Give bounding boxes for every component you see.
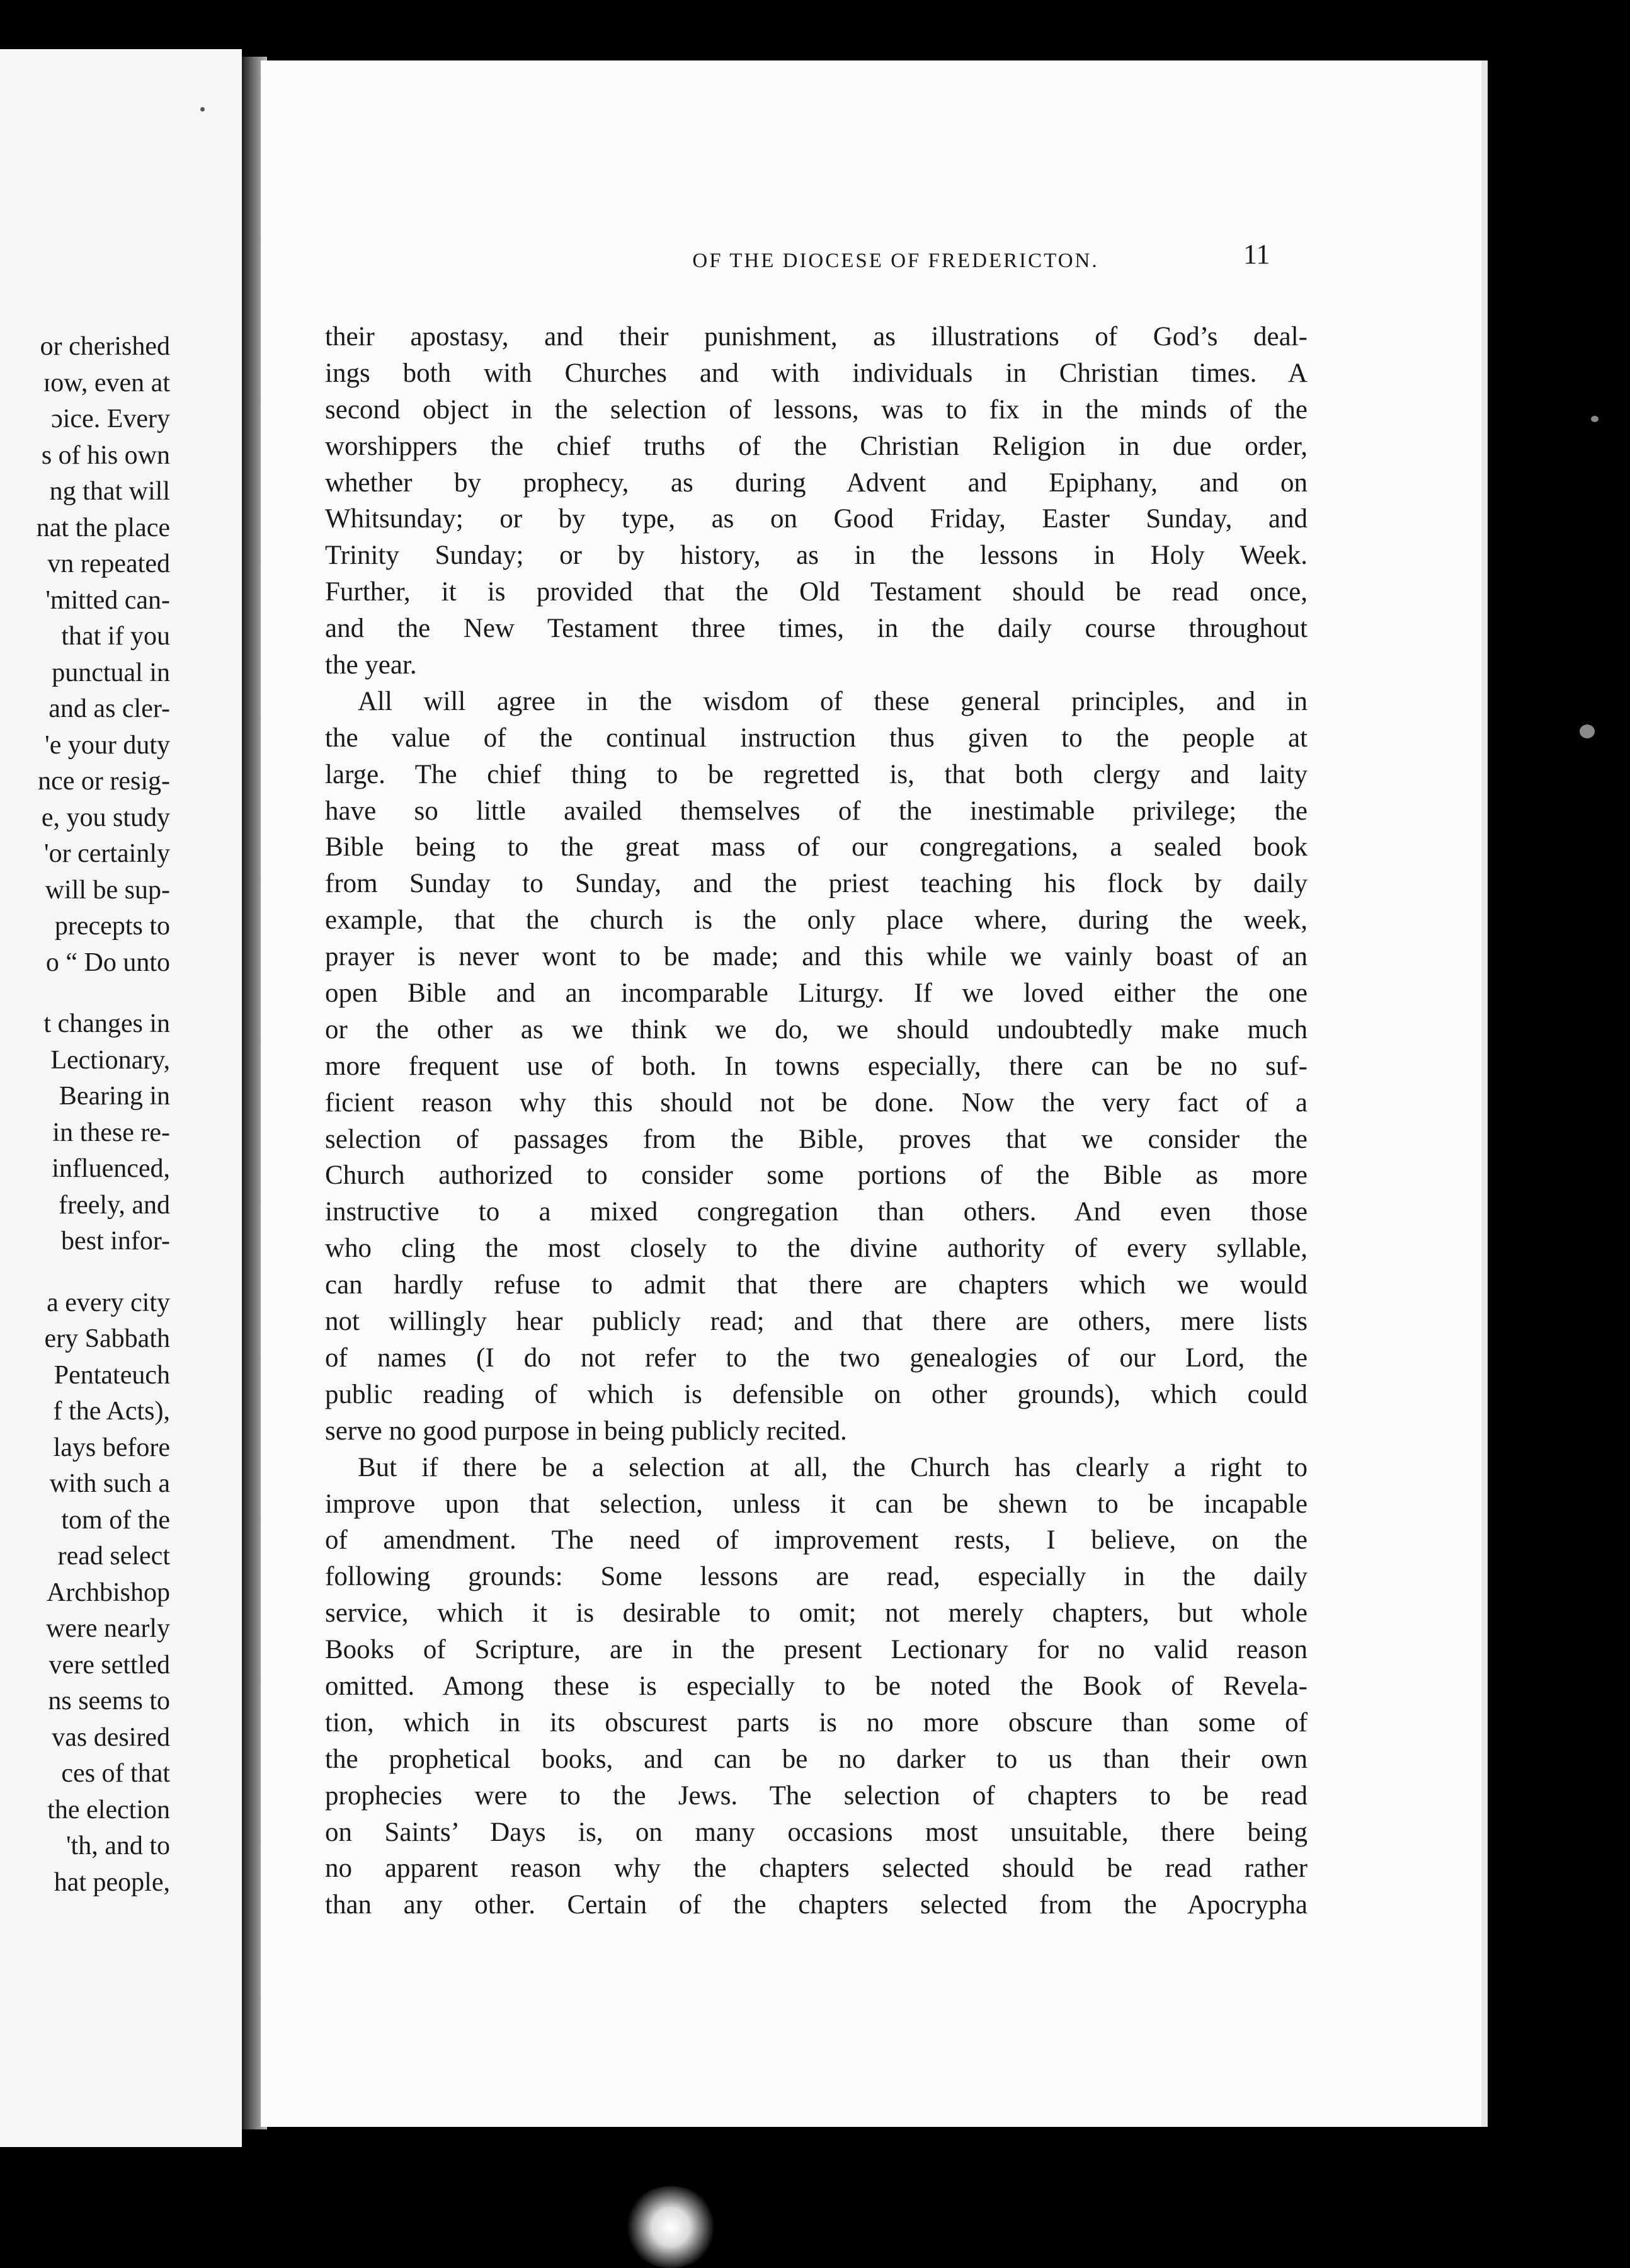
text-line: their apostasy, and their punishment, as illustrations of God’s deal- (325, 322, 1308, 352)
dust-speck (200, 107, 205, 112)
left-page-line: precepts to (54, 912, 170, 941)
left-page-line (37, 1260, 170, 1285)
left-page-line: ɪow, even at (43, 368, 170, 398)
text-line: instructive to a mixed congregation than others. And even those (325, 1197, 1308, 1227)
text-line: on Saints’ Days is, on many occasions most unsuitable, there being (325, 1817, 1308, 1847)
left-page (0, 49, 242, 2147)
text-line: and the New Testament three times, in the daily course throughout (325, 614, 1308, 644)
left-page-line: f the Acts), (53, 1397, 170, 1426)
text-line: of names (I do not refer to the two genealogies of our Lord, the (325, 1343, 1308, 1373)
text-line: prophecies were to the Jews. The selection of chapters to be read (325, 1780, 1308, 1811)
left-page-line: freely, and (59, 1190, 170, 1220)
text-line: service, which it is desirable to omit; not merely chapters, but whole (325, 1598, 1308, 1629)
text-line: no apparent reason why the chapters selected should be read rather (325, 1853, 1308, 1884)
text-line: more frequent use of both. In towns especially, there can be no suf- (325, 1051, 1308, 1081)
left-page-line: Lectionary, (50, 1045, 170, 1075)
text-line: second object in the selection of lessons, was to fix in the minds of the (325, 394, 1308, 425)
running-head: OF THE DIOCESE OF FREDERICTON. (692, 249, 1099, 272)
left-page-line: o “ Do unto (45, 948, 170, 977)
text-line: can hardly refuse to admit that there are chapters which we would (325, 1270, 1308, 1300)
text-line: Books of Scripture, are in the present Lectionary for no valid reason (325, 1635, 1308, 1665)
text-line: ings both with Churches and with individuals in Christian times. A (325, 358, 1308, 388)
text-line: large. The chief thing to be regretted is, that both clergy and laity (325, 759, 1308, 789)
left-page-line: nce or resig- (38, 767, 170, 796)
left-page-line: nat the place (36, 513, 170, 542)
left-page-line: that if you (61, 622, 170, 651)
left-page-line: or cherished (40, 332, 170, 361)
text-line: the value of the continual instruction thus given to the people at (325, 723, 1308, 753)
page-number: 11 (1243, 239, 1270, 270)
left-page-line: ɔice. Every (51, 404, 170, 433)
dust-speck (1580, 724, 1595, 738)
text-line: the prophetical books, and can be no darker to us than their own (325, 1744, 1308, 1774)
text-line: All will agree in the wisdom of these general principles, and in (358, 686, 1308, 716)
text-line: Church authorized to consider some portions of the Bible as more (325, 1160, 1308, 1191)
right-page (261, 60, 1488, 2127)
text-line: open Bible and an incomparable Liturgy. If we loved either the one (325, 978, 1308, 1009)
text-line: than any other. Certain of the chapters selected from the Apocrypha (325, 1890, 1308, 1920)
left-page-line: 'mitted can- (45, 585, 170, 615)
left-page-line: Archbishop (47, 1578, 170, 1607)
text-line: of amendment. The need of improvement rests, I believe, on the (325, 1525, 1308, 1555)
text-line: example, that the church is the only place where, during the week, (325, 905, 1308, 936)
text-line: But if there be a selection at all, the Church has clearly a right to (358, 1452, 1308, 1482)
left-page-line: 'or certainly (44, 839, 170, 868)
text-line: whether by prophecy, as during Advent and Epiphany, and on (325, 467, 1308, 498)
left-page-line: Pentateuch (54, 1360, 170, 1390)
left-page-line: vere settled (48, 1650, 170, 1680)
text-line: selection of passages from the Bible, proves that we consider the (325, 1124, 1308, 1154)
light-flare (624, 2186, 718, 2268)
text-line: improve upon that selection, unless it can be shewn to be incapable (325, 1489, 1308, 1519)
left-page-line: e, you study (41, 803, 170, 832)
left-page-line: 'e your duty (45, 730, 170, 760)
text-line: who cling the most closely to the divine authority of every syllable, (325, 1234, 1308, 1264)
text-line: following grounds: Some lessons are read, especially in the daily (325, 1562, 1308, 1592)
left-page-line: vn repeated (47, 549, 170, 578)
left-page-line: a every city (47, 1288, 170, 1317)
left-page-line: will be sup- (45, 875, 170, 905)
body-text (325, 319, 1308, 1923)
left-page-line: best infor- (61, 1227, 170, 1256)
left-page-line: with such a (49, 1469, 170, 1498)
left-page-line: were nearly (45, 1614, 170, 1643)
left-page-line: ces of that (61, 1759, 170, 1788)
text-line: worshippers the chief truths of the Christian Religion in due order, (325, 431, 1308, 461)
left-page-line: ng that will (49, 477, 170, 506)
text-line: ficient reason why this should not be done. Now the very fact of a (325, 1087, 1308, 1118)
left-page-line: read select (57, 1542, 170, 1571)
left-page-text (37, 329, 170, 1901)
left-page-line: ns seems to (48, 1687, 170, 1715)
left-page-line: influenced, (52, 1154, 170, 1183)
text-line: Bible being to the great mass of our congregations, a sealed book (325, 832, 1308, 862)
left-page-line: Bearing in (59, 1082, 170, 1111)
left-page-line: and as cler- (48, 694, 170, 723)
text-line: have so little availed themselves of the inestimable privilege; the (325, 796, 1308, 826)
left-page-line: in these re- (52, 1118, 170, 1147)
text-line: prayer is never wont to be made; and this while we vainly boast of an (325, 942, 1308, 972)
text-line: not willingly hear publicly read; and that there are others, mere lists (325, 1307, 1308, 1337)
text-line: Further, it is provided that the Old Testament should be read once, (325, 577, 1308, 607)
left-page-line: the election (47, 1795, 170, 1824)
text-line: or the other as we think we do, we should undoubtedly make much (325, 1014, 1308, 1045)
left-page-line: vas desired (52, 1722, 170, 1752)
text-line: Whitsunday; or by type, as on Good Friday, Easter Sunday, and (325, 504, 1308, 534)
left-page-line: lays before (53, 1433, 170, 1462)
left-page-line: tom of the (61, 1505, 170, 1535)
text-line: from Sunday to Sunday, and the priest teaching his flock by daily (325, 869, 1308, 899)
left-page-line: 'th, and to (66, 1831, 170, 1860)
left-page-line: ery Sabbath (44, 1324, 170, 1353)
text-line: omitted. Among these is especially to be noted the Book of Revela- (325, 1671, 1308, 1701)
text-line: tion, which in its obscurest parts is no more obscure than some of (325, 1707, 1308, 1738)
text-line: Trinity Sunday; or by history, as in the lessons in Holy Week. (325, 541, 1308, 571)
left-page-line (37, 981, 170, 1006)
text-line: public reading of which is defensible on other grounds), which could (325, 1379, 1308, 1409)
dust-speck (1591, 416, 1599, 422)
text-line: the year. (325, 650, 417, 680)
left-page-line: punctual in (52, 658, 170, 687)
left-page-line: t changes in (43, 1009, 170, 1038)
left-page-line: hat people, (54, 1867, 170, 1897)
left-page-line: s of his own (41, 440, 170, 470)
text-line: serve no good purpose in being publicly recited. (325, 1416, 847, 1446)
